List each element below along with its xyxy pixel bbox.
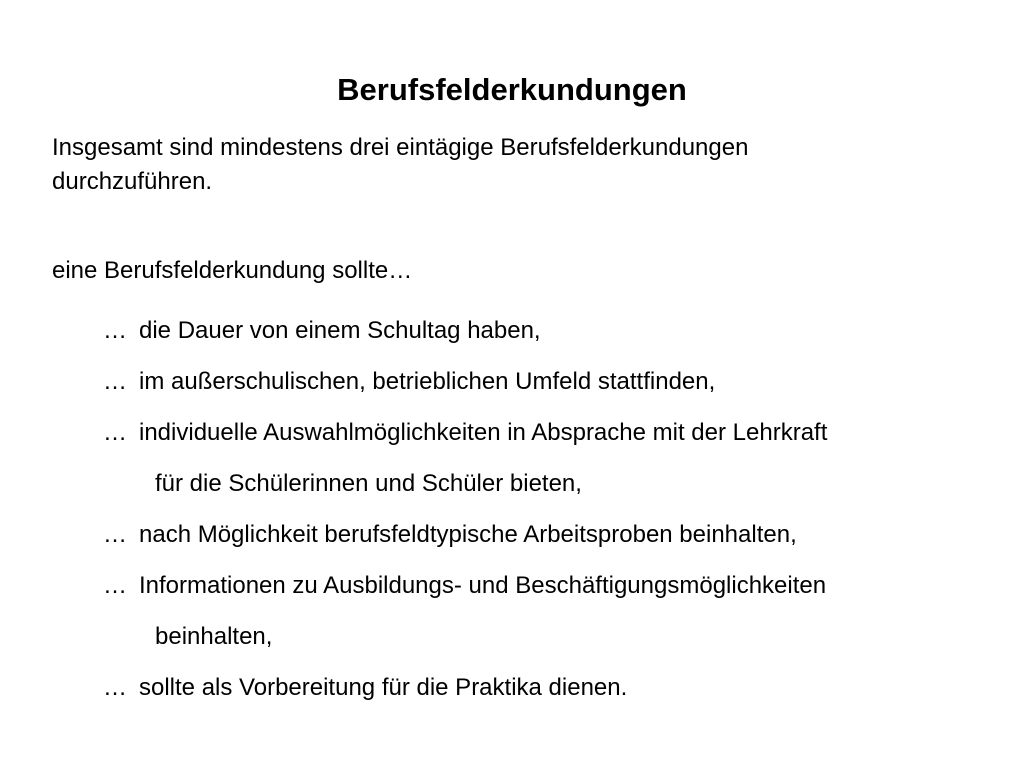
ellipsis-marker: … [103, 317, 127, 344]
list-item-continuation: für die Schülerinnen und Schüler bieten, [155, 470, 582, 497]
list-item-line: die Dauer von einem Schultag haben, [139, 317, 541, 344]
list-item-line: nach Möglichkeit berufsfeldtypische Arbeitsproben beinhalten, [139, 521, 797, 548]
ellipsis-marker: … [103, 368, 127, 395]
list-item [103, 560, 1003, 662]
lead-sentence: eine Berufsfelderkundung sollte… [52, 257, 413, 284]
list-item-text [139, 560, 1003, 662]
ellipsis-marker: … [103, 572, 127, 599]
list-item-line: sollte als Vorbereitung für die Praktika dienen. [139, 674, 628, 701]
list-item-text [139, 407, 1003, 509]
list-item [103, 509, 1003, 560]
ellipsis-marker: … [103, 419, 127, 446]
intro-line-1: Insgesamt sind mindestens drei eintägige Berufsfelderkundungen [52, 134, 749, 161]
ellipsis-marker: … [103, 674, 127, 701]
list-item-text [139, 356, 1003, 407]
list-item [103, 305, 1003, 356]
intro-paragraph [52, 131, 992, 199]
list-item-text [139, 662, 1003, 713]
list-item-continuation: beinhalten, [155, 623, 273, 650]
ellipsis-marker: … [103, 521, 127, 548]
list-item [103, 407, 1003, 509]
list-item [103, 356, 1003, 407]
slide-title: Berufsfelderkundungen [337, 72, 687, 107]
list-item-line: Informationen zu Ausbildungs- und Beschäftigungsmöglichkeiten [139, 572, 827, 599]
list-item-text [139, 509, 1003, 560]
list-item-text [139, 305, 1003, 356]
bullet-list [103, 305, 1003, 713]
list-item-line: im außerschulischen, betrieblichen Umfeld stattfinden, [139, 368, 716, 395]
list-item-line: individuelle Auswahlmöglichkeiten in Absprache mit der Lehrkraft [139, 419, 828, 446]
list-item [103, 662, 1003, 713]
intro-line-2: durchzuführen. [52, 168, 213, 195]
